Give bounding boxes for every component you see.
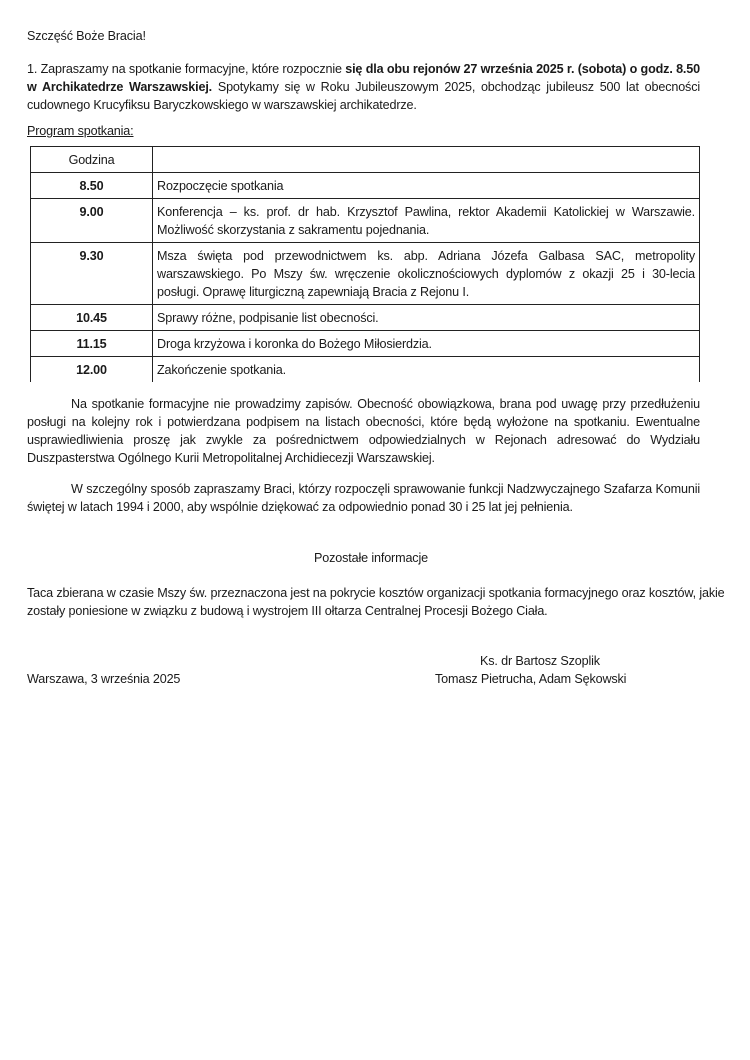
row-time: 9.00 <box>31 199 153 243</box>
table-row <box>31 173 700 199</box>
header-time: Godzina <box>31 147 153 173</box>
row-time: 12.00 <box>31 357 153 383</box>
program-label: Program spotkania: <box>27 124 134 138</box>
row-desc: Konferencja – ks. prof. dr hab. Krzysztof Pawlina, rektor Akademii Katolickiej w Warszawie. Możliwość skorzystania z sakramentu pojednania. <box>153 199 700 243</box>
intro-bold-date-place: się dla obu rejonów 27 września 2025 r. (sobota) o godz. 8.50 w Archikatedrze Warszawskiej. <box>27 62 700 94</box>
table-row <box>31 243 700 305</box>
row-time: 10.45 <box>31 305 153 331</box>
row-desc: Rozpoczęcie spotkania <box>153 173 700 199</box>
table-row <box>31 357 700 383</box>
table-header-row <box>31 147 700 173</box>
collection-paragraph: Taca zbierana w czasie Mszy św. przeznaczona jest na pokrycie kosztów organizacji spotkania formacyjnego oraz kosztów, jakie zostały poniesione w związku z budową i wystrojem III ołtarza Centralnej Procesji Bożego Ciała. <box>27 586 725 618</box>
place-date: Warszawa, 3 września 2025 <box>27 672 181 686</box>
registration-paragraph <box>27 395 700 467</box>
header-desc <box>153 147 700 173</box>
row-time: 8.50 <box>31 173 153 199</box>
jubilee-paragraph <box>27 480 700 516</box>
row-time: 11.15 <box>31 331 153 357</box>
other-info-heading: Pozostałe informacje <box>314 551 428 565</box>
table-row <box>31 331 700 357</box>
signature-line-2: Tomasz Pietrucha, Adam Sękowski <box>435 672 627 686</box>
jubilee-text: W szczególny sposób zapraszamy Braci, którzy rozpoczęli sprawowanie funkcji Nadzwyczajnego Szafarza Komunii świętej w latach 1994 i 2000, aby wspólnie dziękować za odpowiednio ponad 30 i 25 lat jej pełnienia. <box>27 482 700 514</box>
registration-text: Na spotkanie formacyjne nie prowadzimy zapisów. Obecność obowiązkowa, brana pod uwagę przy przedłużeniu posługi na kolejny rok i potwierdzana podpisem na listach obecności, które będą wyłożone na spotkaniu. Ewentualne usprawiedliwienia proszę jak zwykle za pośrednictwem odpowiedzialnych w Rejonach adresować do Wydziału Duszpasterstwa Ogólnego Kurii Metropolitalnej Archidiecezji Warszawskiej. <box>27 397 700 465</box>
intro-text-2: Spotykamy się w Roku Jubileuszowym 2025, obchodząc jubileusz 500 lat obecności cudownego Krucyfiksu Baryczkowskiego w warszawskiej archikatedrze. <box>27 80 701 112</box>
schedule-table <box>30 146 700 382</box>
row-desc: Zakończenie spotkania. <box>153 357 700 383</box>
greeting: Szczęść Boże Bracia! <box>27 29 146 43</box>
row-desc: Msza święta pod przewodnictwem ks. abp. Adriana Józefa Galbasa SAC, metropolity warszawskiego. Po Mszy św. wręczenie okolicznościowych dyplomów z okazji 25 i 30-lecia posługi. Oprawę liturgiczną zapewniają Bracia z Rejonu I. <box>153 243 700 305</box>
table-row <box>31 305 700 331</box>
row-desc: Sprawy różne, podpisanie list obecności. <box>153 305 700 331</box>
intro-paragraph <box>27 60 700 114</box>
table-row <box>31 199 700 243</box>
row-desc: Droga krzyżowa i koronka do Bożego Miłosierdzia. <box>153 331 700 357</box>
intro-text-1: 1. Zapraszamy na spotkanie formacyjne, które rozpocznie <box>27 62 346 76</box>
signature-line-1: Ks. dr Bartosz Szoplik <box>480 654 600 668</box>
row-time: 9.30 <box>31 243 153 305</box>
